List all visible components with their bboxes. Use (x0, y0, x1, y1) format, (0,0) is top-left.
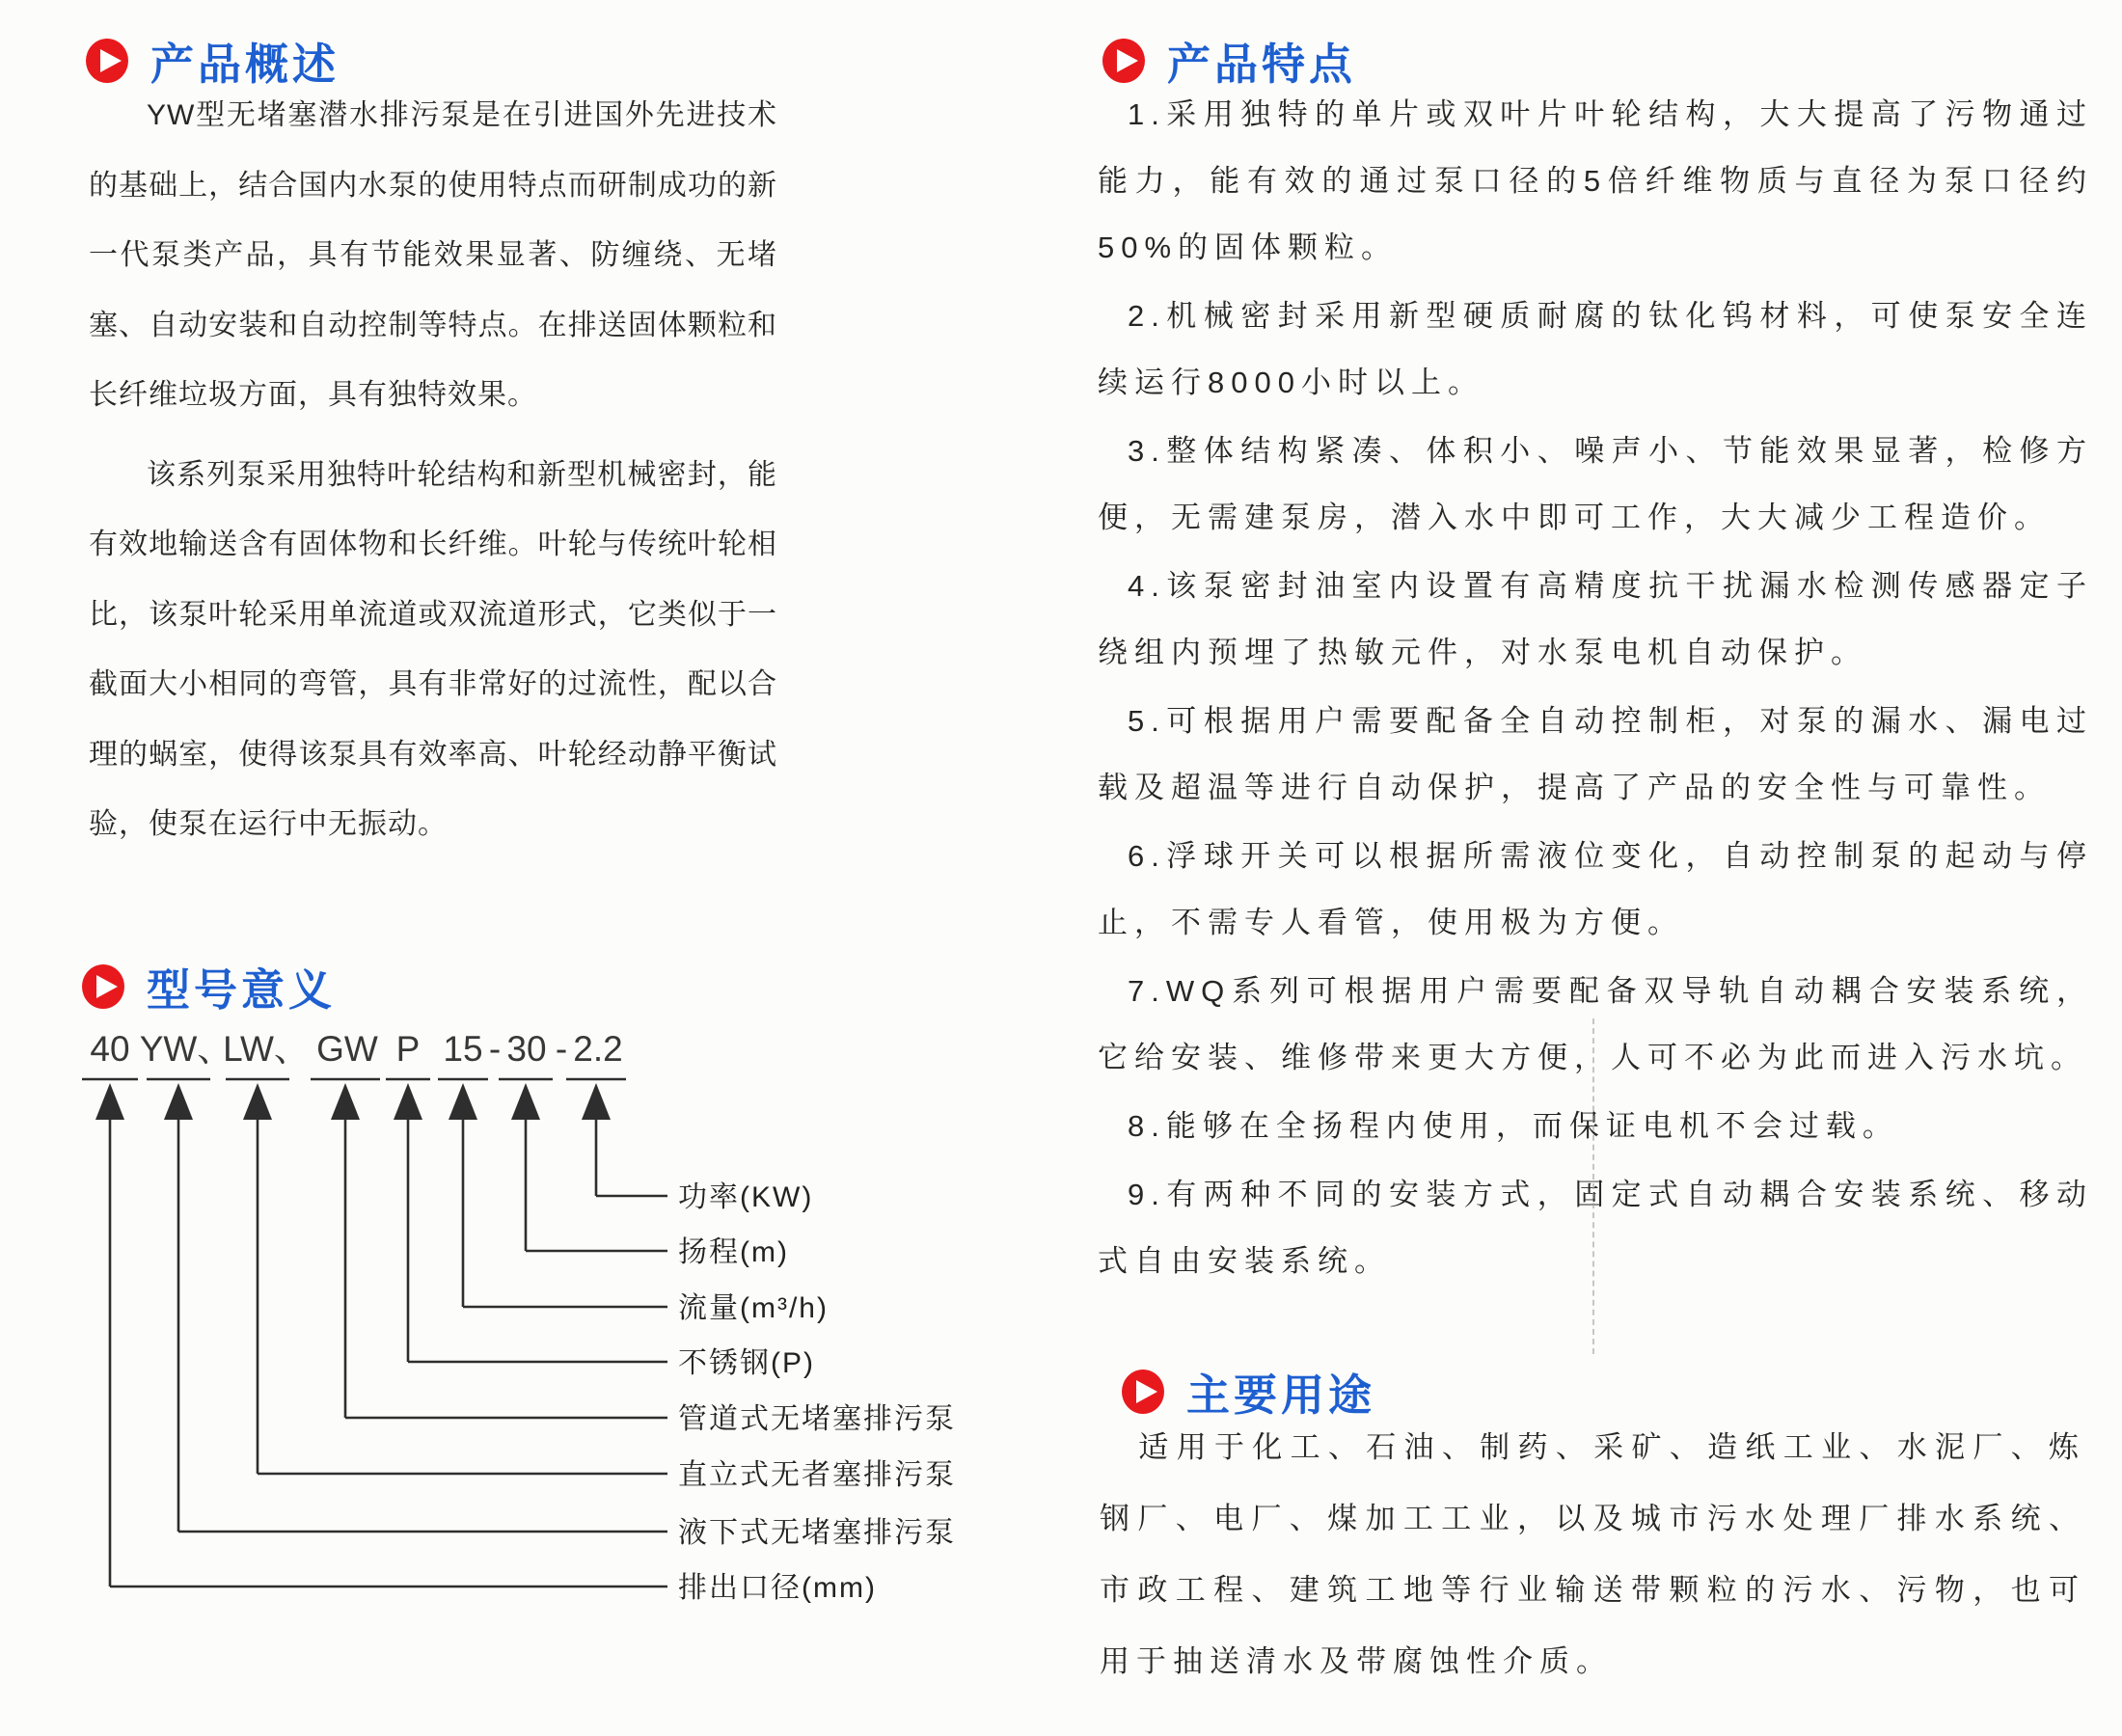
model-code-part: LW、 (223, 1029, 310, 1069)
feature-item: 6.浮球开关可以根据所需液位变化，自动控制泵的起动与停止，不需专人看管，使用极为方便。 (1098, 839, 2093, 939)
scan-fold-line (1592, 1018, 1594, 1354)
section-title-uses: 主要用途 (1186, 1370, 1376, 1420)
model-code-part: P (395, 1029, 421, 1069)
section-title-model: 型号意义 (147, 965, 337, 1015)
overview-paragraph: YW型无堵塞潜水排污泵是在引进国外先进技术的基础上，结合国内水泵的使用特点而研制成功的新一代泵类产品，具有节能效果显著、防缠绕、无堵塞、自动安装和自动控制等特点。在排送固体颗粒和长纤维垃圾方面，具有独特效果。 (89, 99, 777, 411)
model-code-part: 2.2 (573, 1029, 623, 1069)
model-code-part: 15 (443, 1029, 483, 1069)
model-part-label: 液下式无堵塞排污泵 (678, 1517, 956, 1549)
model-part-label: 不锈钢(P) (678, 1347, 815, 1379)
model-part-label: 流量(m³/h) (678, 1292, 829, 1324)
model-code-part: YW、 (139, 1029, 233, 1069)
feature-item: 9.有两种不同的安装方式，固定式自动耦合安装系统、移动式自由安装系统。 (1098, 1178, 2093, 1278)
red-play-icon (85, 38, 129, 84)
arrow-up-icon (243, 1083, 272, 1120)
red-play-icon (81, 963, 125, 1010)
feature-item: 2.机械密封采用新型硬质耐腐的钛化钨材料，可使泵安全连续运行8000小时以上。 (1098, 299, 2093, 399)
model-part-label: 扬程(m) (678, 1236, 789, 1268)
model-part-label: 管道式无堵塞排污泵 (678, 1403, 956, 1435)
red-play-icon (1121, 1369, 1165, 1415)
red-play-icon (1102, 38, 1146, 84)
model-code-diagram (53, 1005, 1018, 1632)
model-part-label: 直立式无者塞排污泵 (678, 1459, 956, 1491)
model-code-separator: - (488, 1029, 502, 1069)
section-title-overview: 产品概述 (150, 40, 340, 89)
model-part-label: 排出口径(mm) (678, 1572, 877, 1604)
features-body (1098, 81, 2093, 1296)
arrow-up-icon (511, 1083, 540, 1120)
model-code-part: GW (316, 1029, 378, 1069)
model-code-separator: - (555, 1029, 568, 1069)
model-part-label: 功率(KW) (678, 1181, 814, 1213)
arrow-up-icon (449, 1083, 477, 1120)
feature-item: 3.整体结构紧凑、体积小、噪声小、节能效果显著，检修方便，无需建泵房，潜入水中即可工作，大大减少工程造价。 (1098, 434, 2093, 534)
uses-body (1100, 1412, 2085, 1697)
model-code-part: 40 (90, 1029, 130, 1069)
feature-item: 8.能够在全扬程内使用，而保证电机不会过载。 (1128, 1109, 1899, 1143)
overview-body (89, 81, 777, 860)
feature-item: 4.该泵密封油室内设置有高精度抗干扰漏水检测传感器定子绕组内预埋了热敏元件，对水泵电机自动保护。 (1098, 569, 2093, 669)
section-title-features: 产品特点 (1167, 40, 1357, 89)
uses-paragraph: 适用于化工、石油、制药、采矿、造纸工业、水泥厂、炼钢厂、电厂、煤加工工业，以及城市污水处理厂排水系统、市政工程、建筑工地等行业输送带颗粒的污水、污物，也可用于抽送清水及带腐蚀性介质。 (1100, 1430, 2085, 1678)
overview-paragraph: 该系列泵采用独特叶轮结构和新型机械密封，能有效地输送含有固体物和长纤维。叶轮与传统叶轮相比，该泵叶轮采用单流道或双流道形式，它类似于一截面大小相同的弯管，具有非常好的过流性，配以合理的蜗室，使得该泵具有效率高、叶轮经动静平衡试验，使泵在运行中无振动。 (89, 458, 777, 840)
arrow-up-icon (95, 1083, 124, 1120)
feature-item: 7.WQ系列可根据用户需要配备双导轨自动耦合安装系统，它给安装、维修带来更大方便，人可不必为此而进入污水坑。 (1098, 974, 2093, 1074)
arrow-up-icon (331, 1083, 360, 1120)
arrow-up-icon (582, 1083, 611, 1120)
feature-item: 5.可根据用户需要配备全自动控制柜，对泵的漏水、漏电过载及超温等进行自动保护，提高了产品的安全性与可靠性。 (1098, 704, 2093, 804)
feature-item: 1.采用独特的单片或双叶片叶轮结构，大大提高了污物通过能力，能有效的通过泵口径的5倍纤维物质与直径为泵口径约50%的固体颗粒。 (1098, 97, 2093, 264)
arrow-up-icon (394, 1083, 422, 1120)
model-code-part: 30 (506, 1029, 547, 1069)
arrow-up-icon (164, 1083, 193, 1120)
